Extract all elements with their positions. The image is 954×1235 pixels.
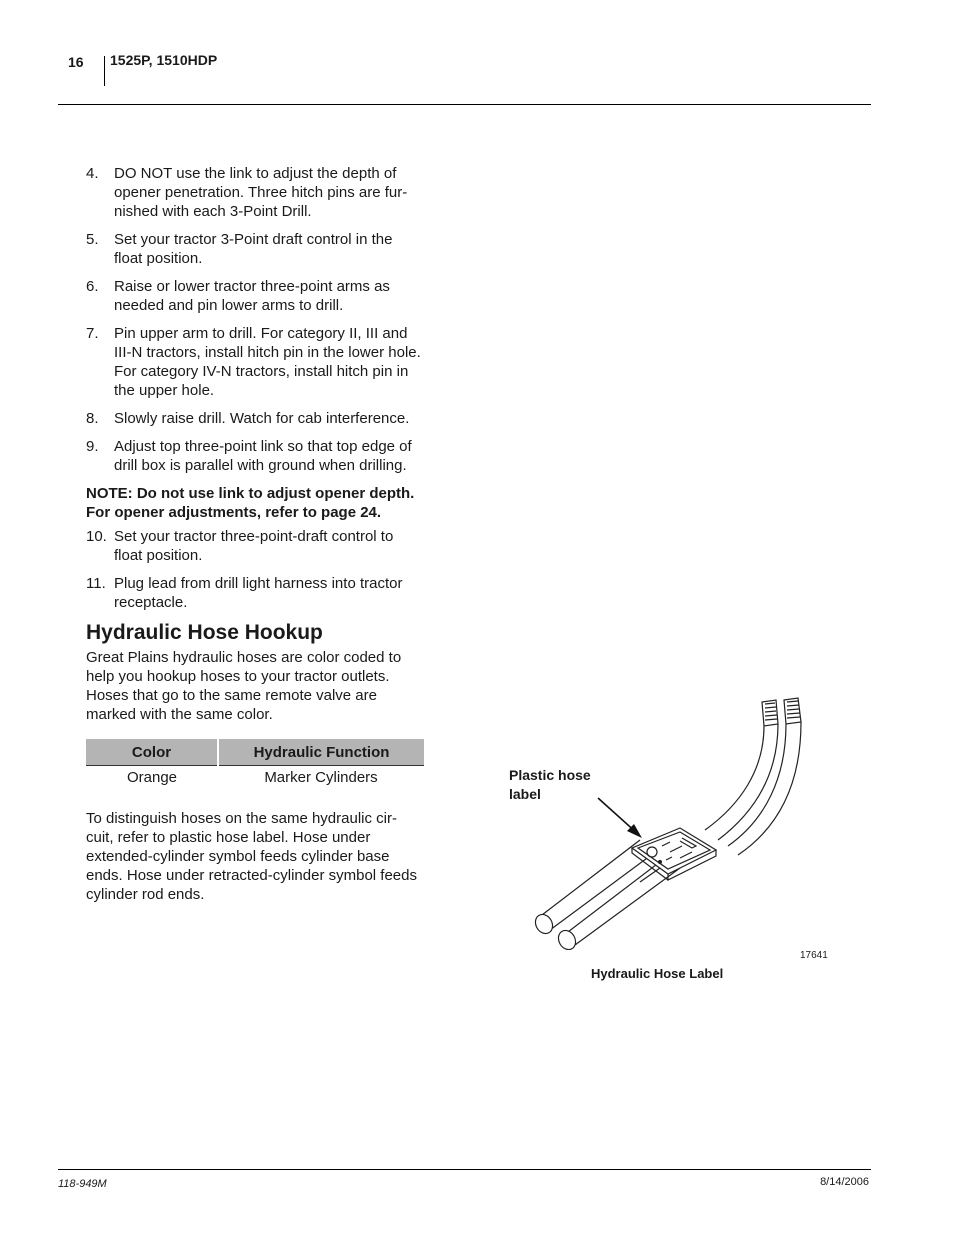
step-text: Slowly raise drill. Watch for cab interference. bbox=[114, 410, 410, 427]
step-text: Set your tractor three-point-draft control to float position. bbox=[114, 528, 394, 564]
document-date: 8/14/2006 bbox=[820, 1176, 869, 1188]
step-number: 6. bbox=[86, 278, 99, 295]
main-column bbox=[86, 164, 424, 904]
list-item bbox=[86, 164, 424, 221]
step-list-b bbox=[86, 527, 424, 612]
hose-color-table bbox=[86, 739, 424, 793]
table-cell: Marker Cylinders bbox=[264, 769, 378, 786]
footer-rule bbox=[58, 1169, 871, 1170]
step-text: DO NOT use the link to adjust the depth of opener penetration. Three hitch pins are fur-nished with each 3-Point Drill. bbox=[114, 165, 408, 220]
list-item bbox=[86, 574, 424, 612]
model-title: 1525P, 1510HDP bbox=[110, 52, 218, 68]
list-item bbox=[86, 409, 424, 428]
step-number: 7. bbox=[86, 325, 99, 342]
figure-number: 17641 bbox=[800, 950, 828, 961]
step-number: 4. bbox=[86, 165, 99, 182]
list-item bbox=[86, 277, 424, 315]
column-header-function: Hydraulic Function bbox=[218, 739, 424, 766]
column-header-color: Color bbox=[86, 739, 218, 766]
step-number: 8. bbox=[86, 410, 99, 427]
table-cell: Orange bbox=[126, 769, 178, 786]
step-text: Plug lead from drill light harness into tractor receptacle. bbox=[114, 575, 403, 611]
step-number: 5. bbox=[86, 231, 99, 248]
step-text: Set your tractor 3-Point draft control in the float position. bbox=[114, 231, 393, 267]
callout-line-2: label bbox=[509, 786, 541, 802]
figure-caption: Hydraulic Hose Label bbox=[591, 966, 724, 981]
document-number: 118-949M bbox=[58, 1178, 107, 1190]
step-list-a bbox=[86, 164, 424, 475]
list-item bbox=[86, 230, 424, 268]
section-title: Hydraulic Hose Hookup bbox=[86, 621, 323, 644]
table-row bbox=[86, 766, 424, 794]
list-item bbox=[86, 324, 424, 400]
step-text: Raise or lower tractor three-point arms as needed and pin lower arms to drill. bbox=[114, 278, 390, 314]
section-intro: Great Plains hydraulic hoses are color coded to help you hookup hoses to your tractor outlets. Hoses that go to the same remote valve are marked with the same color. bbox=[86, 649, 402, 723]
hydraulic-hose-illustration bbox=[520, 690, 820, 950]
header-rule bbox=[58, 104, 871, 105]
section-body: To distinguish hoses on the same hydraulic cir-cuit, refer to plastic hose label. Hose under extended-cylinder symbol feeds cylinder base ends. Hose under retracted-cylinder symbol feeds cylinder rod ends. bbox=[86, 810, 417, 903]
step-text: Adjust top three-point link so that top edge of drill box is parallel with ground when drilling. bbox=[114, 438, 412, 474]
table-header-row bbox=[86, 739, 424, 766]
page-number: 16 bbox=[68, 54, 84, 70]
list-item bbox=[86, 527, 424, 565]
step-number: 9. bbox=[86, 438, 99, 455]
note: NOTE: Do not use link to adjust opener depth. For opener adjustments, refer to page 24. bbox=[86, 485, 415, 521]
header-divider bbox=[104, 56, 105, 86]
step-number: 11. bbox=[86, 575, 106, 592]
step-text: Pin upper arm to drill. For category II, III and III-N tractors, install hitch pin in the lower hole. For category IV-N tractors, install hitch pin in the upper hole. bbox=[114, 325, 421, 399]
step-number: 10. bbox=[86, 528, 107, 545]
list-item bbox=[86, 437, 424, 475]
figure-callout bbox=[509, 766, 591, 804]
callout-line-1: Plastic hose bbox=[509, 767, 591, 783]
